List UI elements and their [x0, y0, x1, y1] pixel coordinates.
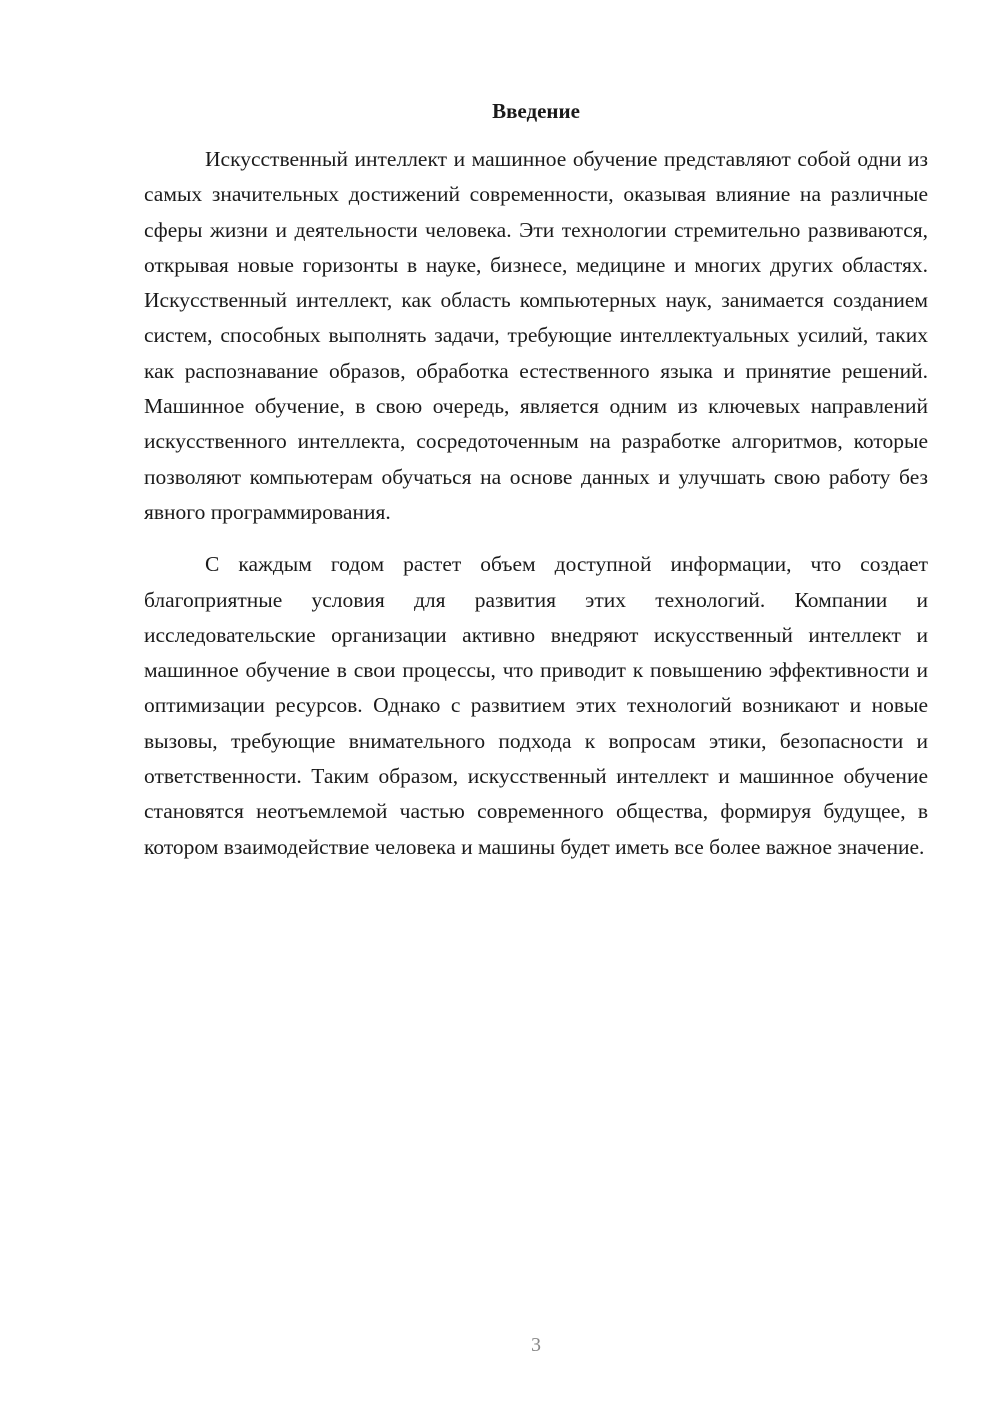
body-text	[144, 142, 928, 865]
paragraph-2: С каждым годом растет объем доступной информации, что создает благоприятные условия для развития этих технологий. Компании и исследовательские организации активно внедряют искусственный интеллект и машинное обучение в свои процессы, что приводит к повышению эффективности и оптимизации ресурсов. Однако с развитием этих технологий возникают и новые вызовы, требующие внимательного подхода к вопросам этики, безопасности и ответственности. Таким образом, искусственный интеллект и машинное обучение становятся неотъемлемой частью современного общества, формируя будущее, в котором взаимодействие человека и машины будет иметь все более важное значение.	[144, 552, 928, 859]
page-number: 3	[531, 1334, 541, 1356]
section-title: Введение	[492, 99, 580, 123]
paragraph-1: Искусственный интеллект и машинное обучение представляют собой одни из самых значительных достижений современности, оказывая влияние на различные сферы жизни и деятельности человека. Эти технологии стремительно развиваются, открывая новые горизонты в науке, бизнесе, медицине и многих других областях. Искусственный интеллект, как область компьютерных наук, занимается созданием систем, способных выполнять задачи, требующие интеллектуальных усилий, таких как распознавание образов, обработка естественного языка и принятие решений. Машинное обучение, в свою очередь, является одним из ключевых направлений искусственного интеллекта, сосредоточенным на разработке алгоритмов, которые позволяют компьютерам обучаться на основе данных и улучшать свою работу без явного программирования.	[144, 147, 928, 524]
